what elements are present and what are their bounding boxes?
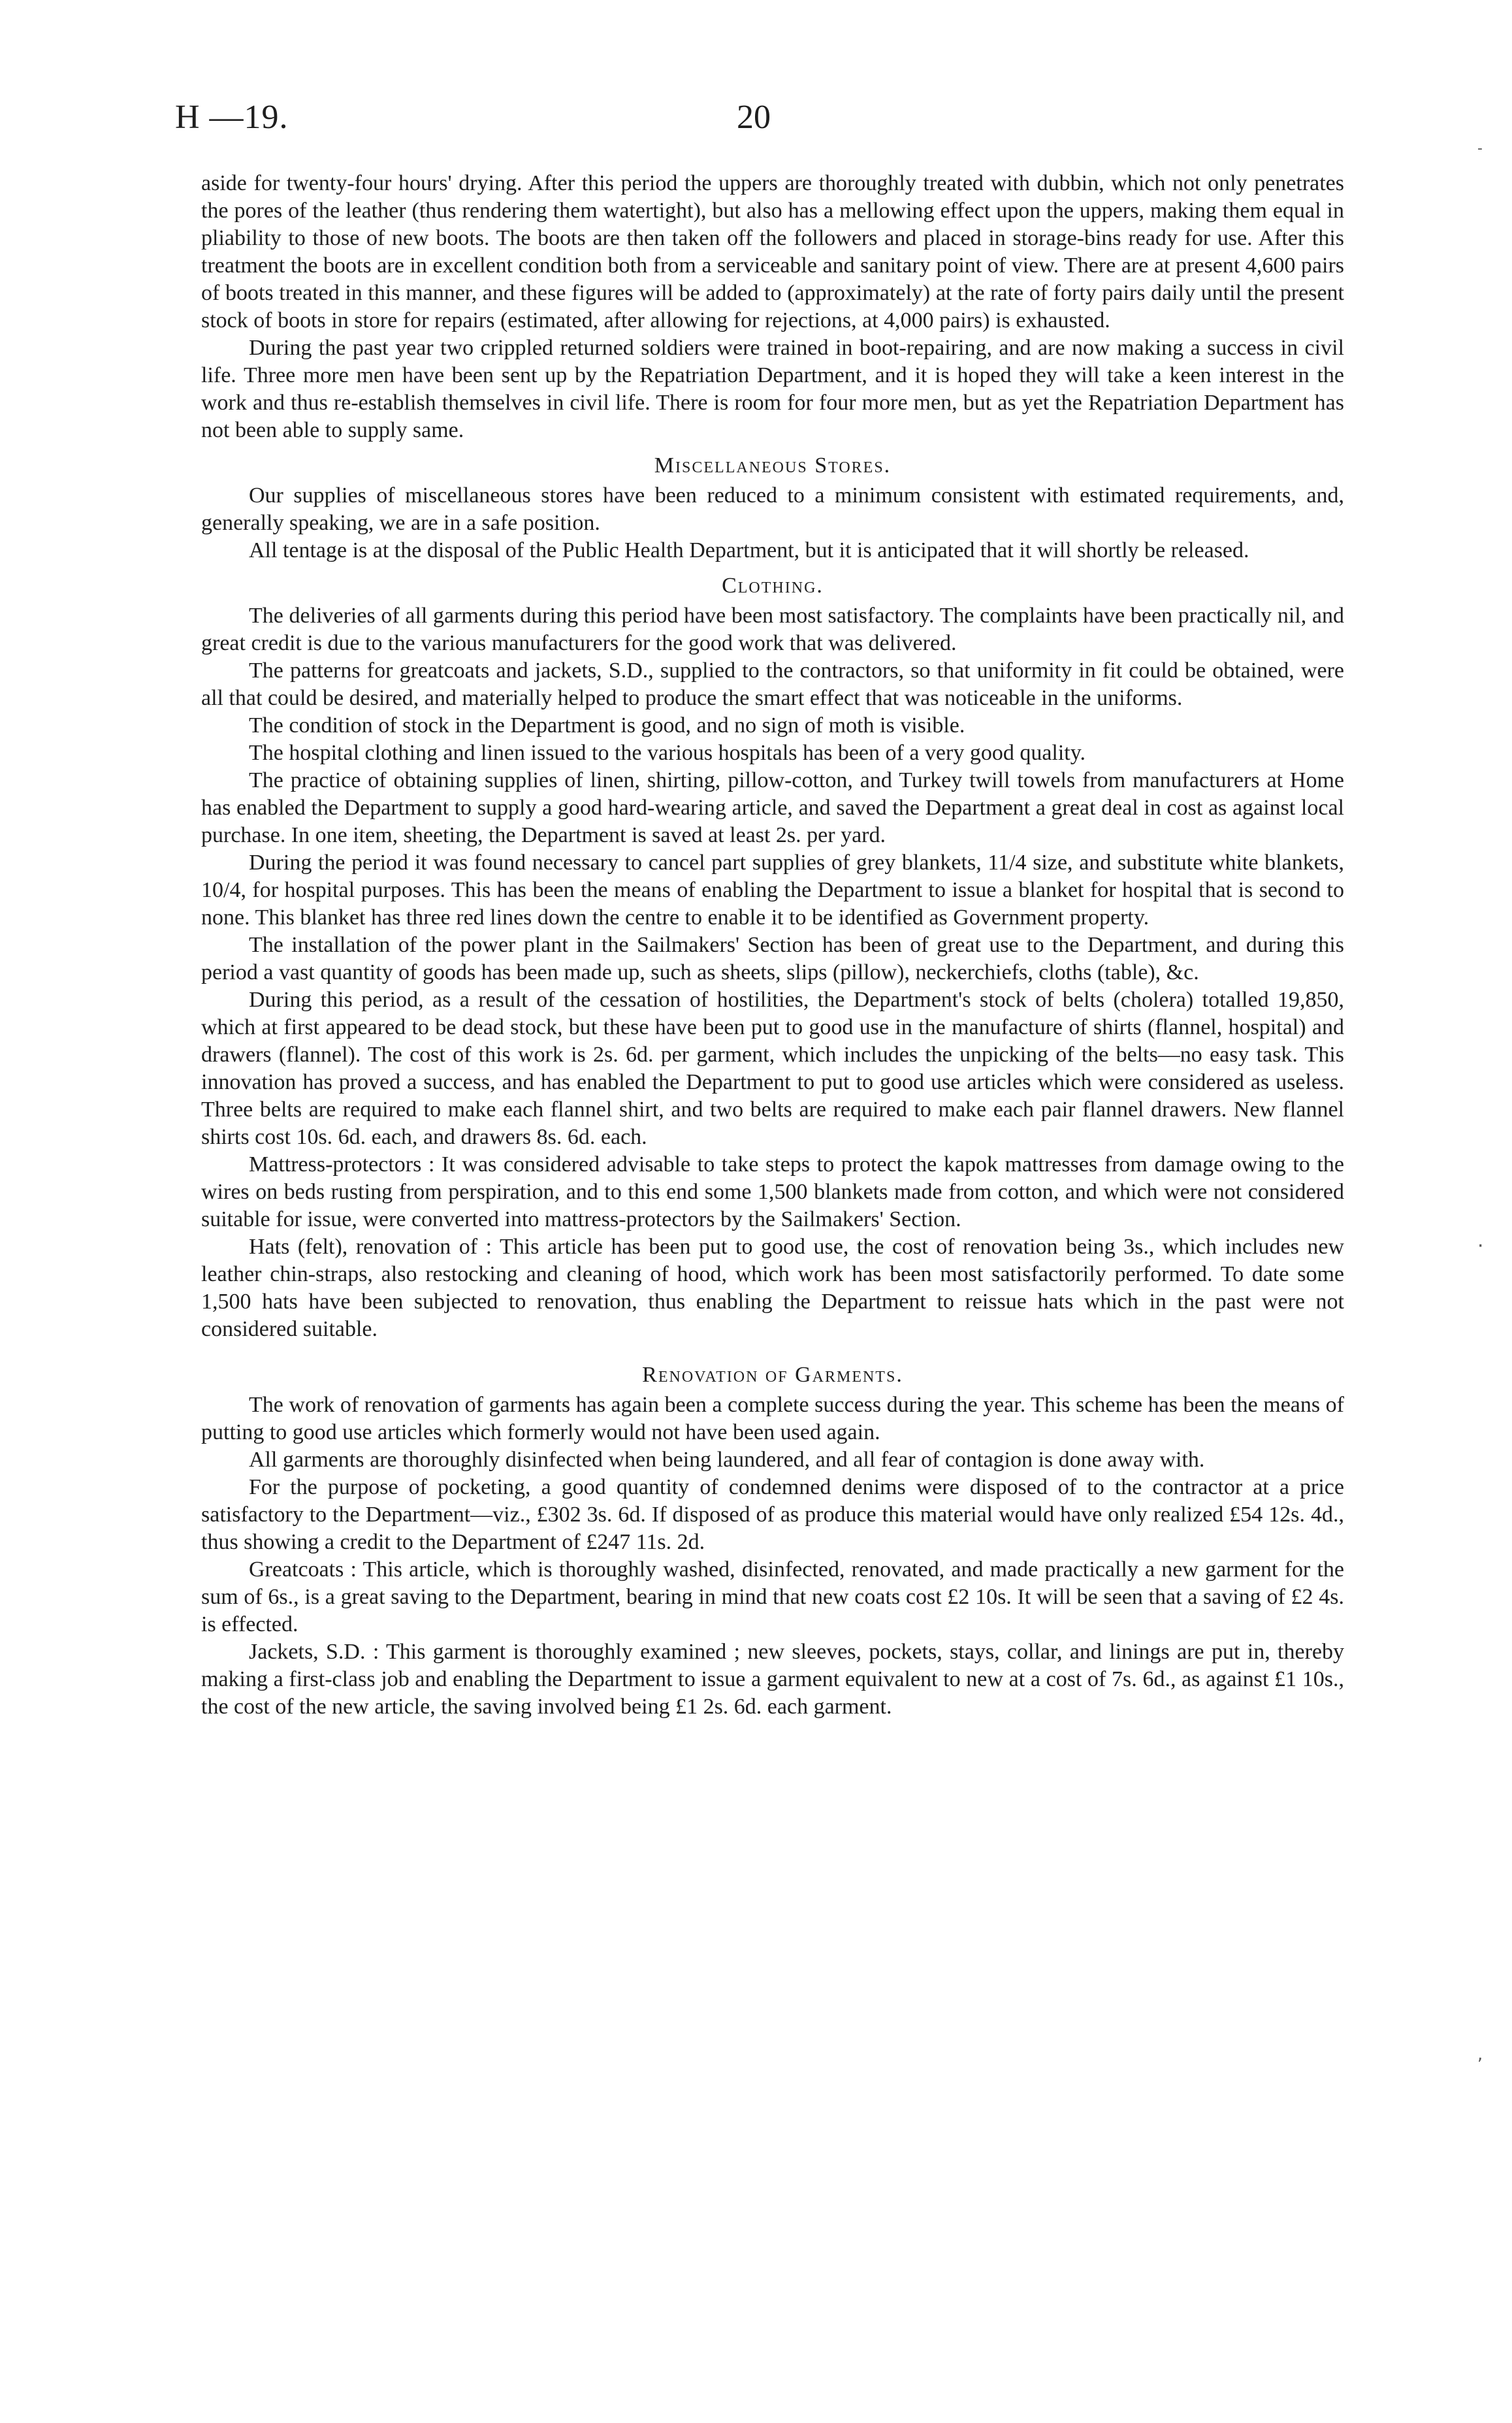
paragraph: During the past year two crippled returned soldiers were trained in boot-repairing, and are now making a success in civil life. Three more men have been sent up by the Repatriation Department, and it is hoped they will take a keen interest in the work and thus re-establish themselves in civil life. There is room for four more men, but as yet the Repatriation Department has not been able to supply same. [201,336,1344,442]
paragraph: aside for twenty-four hours' drying. After this period the uppers are thoroughly treated with dubbin, which not only penetrates the pores of the leather (thus rendering them watertight), but also has a mellowing effect upon the uppers, making them equal in pliability to those of new boots. The boots are then taken off the followers and placed in storage-bins ready for use. After this treatment the boots are in excellent condition both from a serviceable and sanitary point of view. There are at present 4,600 pairs of boots treated in this manner, and these figures will be added to (approximately) at the rate of forty pairs daily until the present stock of boots in store for repairs (estimated, after allowing for rejections, at 4,000 pairs) is exhausted. [201,171,1344,333]
paragraph: The hospital clothing and linen issued to the various hospitals has been of a very good quality. [249,741,1086,765]
section-heading-miscellaneous-stores: Miscellaneous Stores. [654,453,892,478]
margin-speck: , [1477,2045,1483,2064]
page-header [175,98,1348,150]
paragraph: The deliveries of all garments during this period have been most satisfactory. The complaints have been practically nil, and great credit is due to the various manufacturers for the good work that was delivered. [201,604,1344,655]
paragraph: All tentage is at the disposal of the Public Health Department, but it is anticipated that it will shortly be released. [249,538,1249,562]
paragraph: Our supplies of miscellaneous stores have been reduced to a minimum consistent with estimated requirements, and, generally speaking, we are in a safe position. [201,483,1344,535]
paragraph: The installation of the power plant in the Sailmakers' Section has been of great use to the Department, and during this period a vast quantity of goods has been made up, such as sheets, slips (pillow), neckerchiefs, cloths (table), &c. [201,933,1344,984]
section-heading-renovation-of-garments: Renovation of Garments. [642,1363,903,1387]
document-reference: H —19. [175,99,289,136]
paragraph: Mattress-protectors : It was considered advisable to take steps to protect the kapok mattresses from damage owing to the wires on beds rusting from perspiration, and to this end some 1,500 blankets made from cotton, and which were not considered suitable for issue, were converted into mattress-protectors by the Sailmakers' Section. [201,1152,1344,1231]
paragraph: During the period it was found necessary to cancel part supplies of grey blankets, 11/4 size, and substitute white blankets, 10/4, for hospital purposes. This has been the means of enabling the Department to issue a blanket for hospital that is second to none. This blanket has three red lines down the centre to enable it to be identified as Government property. [201,851,1344,930]
paragraph: Jackets, S.D. : This garment is thoroughly examined ; new sleeves, pockets, stays, collar, and linings are put in, thereby making a first-class job and enabling the Department to issue a garment equivalent to new at a cost of 7s. 6d., as against £1 10s., the cost of the new article, the saving involved being £1 2s. 6d. each garment. [201,1640,1344,1719]
margin-speck: ‑ [1477,140,1483,157]
body-text [201,170,1344,1721]
paragraph: The work of renovation of garments has again been a complete success during the year. This scheme has been the means of putting to good use articles which formerly would not have been used again. [201,1393,1344,1444]
section-heading-clothing: Clothing. [722,574,824,598]
page-number: 20 [737,99,771,136]
paragraph: Greatcoats : This article, which is thoroughly washed, disinfected, renovated, and made practically a new garment for the sum of 6s., is a great saving to the Department, bearing in mind that new coats cost £2 10s. It will be seen that a saving of £2 4s. is effected. [201,1557,1344,1636]
margin-speck: · [1477,1235,1484,1258]
paragraph: The patterns for greatcoats and jackets, S.D., supplied to the contractors, so that uniformity in fit could be obtained, were all that could be desired, and materially helped to produce the smart effect that was noticeable in the uniforms. [201,659,1344,710]
paragraph: For the purpose of pocketing, a good quantity of condemned denims were disposed of to the contractor at a price satisfactory to the Department—viz., £302 3s. 6d. If disposed of as produce this material would have only realized £54 12s. 4d., thus showing a credit to the Department of £247 11s. 2d. [201,1475,1344,1554]
paragraph: The condition of stock in the Department is good, and no sign of moth is visible. [249,713,965,738]
paragraph: The practice of obtaining supplies of linen, shirting, pillow-cotton, and Turkey twill towels from manufacturers at Home has enabled the Department to supply a good hard-wearing article, and saved the Department a great deal in cost as against local purchase. In one item, sheeting, the Department is saved at least 2s. per yard. [201,768,1344,847]
paragraph: Hats (felt), renovation of : This article has been put to good use, the cost of renovation being 3s., which includes new leather chin-straps, also restocking and cleaning of hood, which work has been most satisfactorily performed. To date some 1,500 hats have been subjected to renovation, thus enabling the Department to reissue hats which in the past were not considered suitable. [201,1235,1344,1341]
paragraph: During this period, as a result of the cessation of hostilities, the Department's stock of belts (cholera) totalled 19,850, which at first appeared to be dead stock, but these have been put to good use in the manufacture of shirts (flannel, hospital) and drawers (flannel). The cost of this work is 2s. 6d. per garment, which includes the unpicking of the belts—no easy task. This innovation has proved a success, and has enabled the Department to put to good use articles which were considered as useless. Three belts are required to make each flannel shirt, and two belts are required to make each pair flannel drawers. New flannel shirts cost 10s. 6d. each, and drawers 8s. 6d. each. [201,988,1344,1149]
paragraph: All garments are thoroughly disinfected when being laundered, and all fear of contagion is done away with. [249,1448,1205,1472]
